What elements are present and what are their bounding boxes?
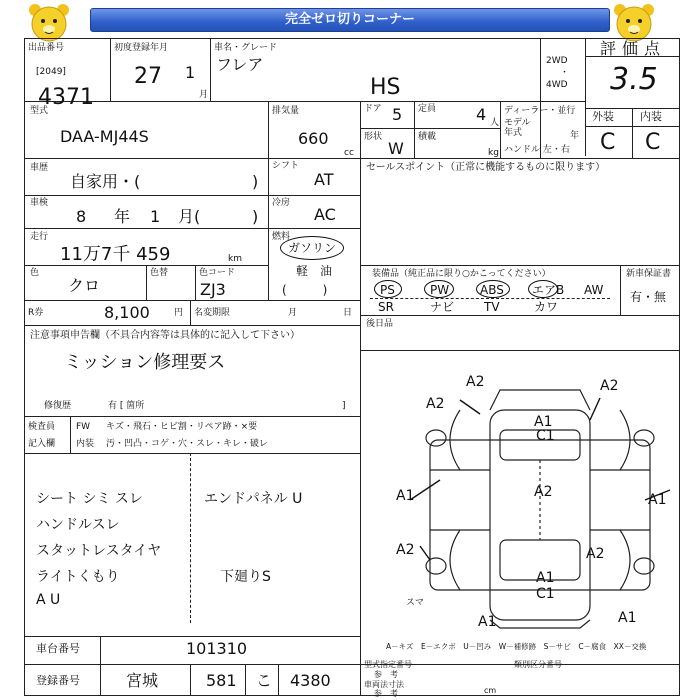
lot-code: [2049] <box>36 67 66 77</box>
notes-label: 注意事項申告欄（不具合内容等は具体的に記入して下さい） <box>30 330 300 341</box>
ac-value: AC <box>314 205 336 224</box>
dealer-line1: ディーラー・並行 <box>504 106 576 116</box>
diag-label-9: A2 <box>586 546 605 562</box>
int-label: 内装 <box>76 439 95 449</box>
repair-value: 有 [ 箇所 <box>108 401 145 411</box>
footer-dims: 車両法寸法 <box>364 680 404 689</box>
color-code: ZJ3 <box>200 280 226 299</box>
equip-aw: AW <box>584 283 604 297</box>
sales-label: セールスポイント（正常に機能するものに限ります） <box>366 162 606 173</box>
dealer-line2: モデル <box>504 118 531 128</box>
plate-region: 宮城 <box>126 671 159 690</box>
warranty-value: 有・無 <box>630 290 667 304</box>
footer-class-label: 類別区分番号 <box>514 660 562 669</box>
load-unit: kg <box>488 148 499 158</box>
color-value: クロ <box>68 276 101 295</box>
chassis-label: 車台番号 <box>36 642 80 655</box>
drive-4wd: 4WD <box>546 80 568 90</box>
registration-year: 27 <box>134 64 162 89</box>
interior-label: 内装 <box>640 110 662 123</box>
drive-sep: ・ <box>560 68 570 78</box>
equip-tv: TV <box>484 300 500 314</box>
dealer-line3: 年式 <box>504 128 523 138</box>
recycle-label: R券 <box>28 308 44 318</box>
equip-navi: ナビ <box>430 300 455 314</box>
inspector-label1: 検査員 <box>28 422 56 432</box>
equipment-label: 装備品（純正品に限り○かこってください） <box>372 269 551 279</box>
deadline-day-unit: 日 <box>343 308 353 318</box>
mileage-value: 11万7千 459 <box>60 244 171 265</box>
inspection-close: ) <box>252 207 259 226</box>
inspection-label: 車検 <box>30 198 49 208</box>
equip-pw: PW <box>430 283 450 297</box>
interior-grade: C <box>645 130 661 155</box>
model-name: フレア <box>216 55 264 74</box>
diag-label-2: A2 <box>426 396 445 412</box>
diag-label-11: A1 <box>478 614 497 630</box>
diag-label-6: A2 <box>534 484 553 500</box>
history-value: 自家用・( <box>70 172 141 191</box>
footer-ref: 参 考 <box>374 670 398 679</box>
ac-label: 冷房 <box>272 198 291 208</box>
inspector-label2: 記入欄 <box>28 439 56 449</box>
remark-left-2: ハンドルスレ <box>36 517 120 533</box>
diag-label-3: A2 <box>600 378 619 394</box>
equip-ps: PS <box>380 283 395 297</box>
inspection-year-unit: 年 <box>114 207 131 226</box>
recycle-unit: 円 <box>174 308 184 318</box>
color-label: 色 <box>30 268 40 278</box>
shift-value: AT <box>314 170 334 189</box>
diag-label-1: A2 <box>466 374 485 390</box>
fw-items: キズ・飛石・ヒビ割・リペア跡・×要 <box>106 422 258 432</box>
score-value: 3.5 <box>610 62 658 97</box>
mileage-label: 走行 <box>30 232 49 242</box>
banner-title: 完全ゼロ切りコーナー <box>90 8 610 32</box>
inspection-month-unit: 月( <box>178 207 201 226</box>
chassis-value: 101310 <box>186 639 248 658</box>
history-close: ) <box>252 172 259 191</box>
repair-close: ] <box>342 401 346 411</box>
type-label: 型式 <box>30 106 49 116</box>
footer-type-label: 型式指定番号 <box>364 660 412 669</box>
remark-right-1: エンドパネル U <box>204 491 303 507</box>
diag-label-4: A1 <box>534 414 553 430</box>
inspection-year: 8 <box>76 207 87 226</box>
plate-label: 登録番号 <box>36 674 80 687</box>
plate-number: 4380 <box>290 671 331 690</box>
history-label: 車歴 <box>30 163 49 173</box>
recycle-value: 8,100 <box>104 303 150 322</box>
score-label: 評価点 <box>600 39 667 58</box>
int-items: 汚・凹凸・コゲ・穴・スレ・キレ・破レ <box>106 439 268 449</box>
fuel-label: 燃料 <box>272 232 291 242</box>
model-label: 車名・グレード <box>214 43 278 53</box>
seats-label: 定員 <box>418 104 437 114</box>
repair-label: 修復歴 <box>44 401 72 411</box>
inspection-month: 1 <box>150 207 161 226</box>
diag-label-10: A1 <box>536 570 555 586</box>
diag-c1-1: C1 <box>536 428 555 444</box>
exterior-grade: C <box>600 130 616 155</box>
equip-airbag: エアB <box>532 283 565 297</box>
footer-ref2: 参 考 <box>374 689 398 698</box>
doors-value: 5 <box>392 105 403 124</box>
plate-kana: こ <box>256 671 273 690</box>
dealer-year-unit: 年 <box>570 131 580 141</box>
deadline-label: 名変期限 <box>194 308 231 318</box>
diag-c1-2: C1 <box>536 586 555 602</box>
notes-text: ミッション修理要ス <box>64 352 226 373</box>
load-label: 積載 <box>418 132 437 142</box>
remark-left-5: A U <box>36 592 61 608</box>
color-change-label: 色替 <box>150 268 169 278</box>
footer-cm: cm <box>484 686 497 695</box>
dealer-line4: ハンドル 左・右 <box>504 145 570 155</box>
shift-label: シフト <box>272 161 300 171</box>
model-grade: HS <box>370 75 401 100</box>
remark-right-2: 下廻りS <box>220 569 271 585</box>
displacement-unit: cc <box>344 148 354 158</box>
rear-label: 後日品 <box>366 319 394 329</box>
lot-number: 4371 <box>38 85 94 110</box>
fw-label: FW <box>76 422 91 432</box>
shape-label: 形状 <box>364 132 383 142</box>
displacement-label: 排気量 <box>272 106 300 116</box>
lot-label: 出品番号 <box>28 43 65 53</box>
registration-month: 1 <box>185 63 196 82</box>
diag-label-12: A1 <box>618 610 637 626</box>
drive-2wd: 2WD <box>546 56 568 66</box>
mileage-unit: km <box>228 254 242 264</box>
diag-bottom: スマ <box>406 598 424 608</box>
remark-left-1: シート シミ スレ <box>36 491 143 507</box>
equip-abs: ABS <box>480 283 504 297</box>
fuel-diesel: 軽 油 <box>296 264 333 278</box>
fuel-gasoline: ガソリン <box>288 241 337 255</box>
seats-unit: 人 <box>490 118 500 128</box>
fuel-other: ( ) <box>282 283 328 297</box>
type-value: DAA-MJ44S <box>60 127 149 146</box>
deadline-month-unit: 月 <box>288 308 298 318</box>
plate-class: 581 <box>206 671 237 690</box>
registration-month-unit: 月 <box>199 90 209 100</box>
remark-left-3: スタットレスタイヤ <box>36 543 162 559</box>
equip-leather: カワ <box>534 300 559 314</box>
exterior-label: 外装 <box>592 110 614 123</box>
diag-label-7: A1 <box>648 492 667 508</box>
shape-value: W <box>388 139 404 158</box>
diag-label-5: A1 <box>396 488 415 504</box>
doors-label: ドア <box>364 104 382 114</box>
seats-value: 4 <box>476 105 487 124</box>
diag-label-8: A2 <box>396 542 415 558</box>
diagram-legend: A－キズ E－エクボ U－凹み W－補修跡 S－サビ C－腐食 XX－交換 <box>386 642 647 651</box>
warranty-label: 新車保証書 <box>626 269 672 279</box>
equip-sr: SR <box>378 300 394 314</box>
remark-left-4: ライトくもり <box>36 569 120 585</box>
color-code-label: 色コード <box>199 268 236 278</box>
registration-label: 初度登録年月 <box>114 43 169 53</box>
displacement-value: 660 <box>298 129 329 148</box>
